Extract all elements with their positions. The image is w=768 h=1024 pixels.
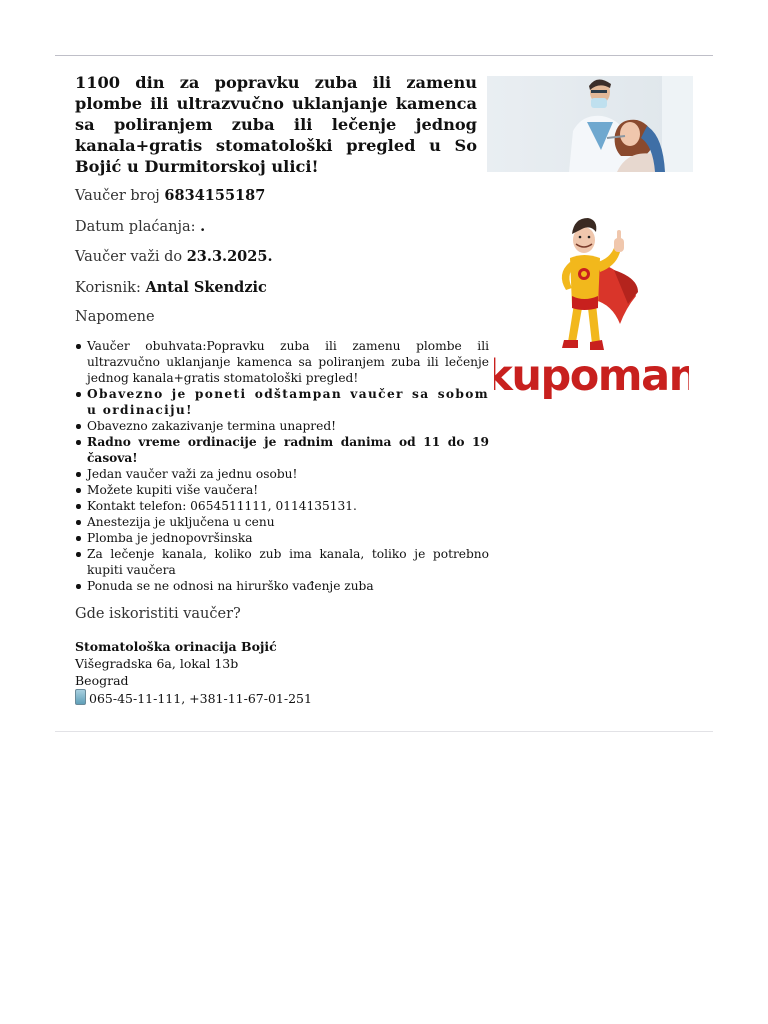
- clinic-phones: 065-45-11-111, +381-11-67-01-251: [89, 691, 312, 706]
- note-item: Za lečenje kanala, koliko zub ima kanala, toliko je potrebno kupiti vaučera: [87, 547, 489, 577]
- note-item: Možete kupiti više vaučera!: [87, 482, 489, 498]
- where-heading: Gde iskoristiti vaučer?: [75, 606, 241, 622]
- note-item: Jedan vaučer važi za jednu osobu!: [87, 466, 489, 482]
- user-row: [75, 279, 267, 296]
- kupoman-logo: [494, 208, 689, 403]
- voucher-number-row: [75, 187, 265, 204]
- payment-date-row: [75, 218, 205, 235]
- notes-heading: Napomene: [75, 309, 155, 325]
- note-item: Obavezno je poneti odštampan vaučer sa sobom u ordinaciju!: [87, 387, 489, 417]
- offer-title: 1100 din za popravku zuba ili zamenu plombe ili ultrazvučno uklanjanje kamenca sa poliranjem zuba ili lečenje jednog kanala+gratis stomatološki pregled u So Bojić u Durmitorskoj ulici!: [75, 73, 477, 176]
- location-address: [75, 638, 312, 707]
- user-label: Korisnik:: [75, 280, 141, 296]
- valid-until-label: Vaučer važi do: [75, 249, 183, 265]
- voucher-number-value: 6834155187: [164, 187, 266, 204]
- dentist-photo: [487, 76, 693, 172]
- dentist-photo-illustration: [487, 76, 693, 172]
- top-divider: [55, 55, 713, 56]
- valid-until-value: 23.3.2025.: [186, 248, 273, 265]
- note-item: Ponuda se ne odnosi na hirurško vađenje zuba: [87, 578, 489, 594]
- clinic-street: Višegradska 6a, lokal 13b: [75, 656, 239, 671]
- payment-date-label: Datum plaćanja:: [75, 219, 196, 235]
- superhero-mascot-icon: [494, 208, 689, 403]
- voucher-details: [75, 72, 489, 706]
- clinic-city: Beograd: [75, 673, 129, 688]
- clinic-phone-row: [75, 689, 312, 707]
- notes-list: [75, 338, 489, 594]
- note-item: Anestezija je uključena u cenu: [87, 514, 489, 530]
- user-value: Antal Skendzic: [145, 279, 267, 296]
- bottom-divider: [55, 731, 713, 732]
- valid-until-row: [75, 248, 273, 265]
- voucher-number-label: Vaučer broj: [75, 188, 160, 204]
- note-item: Vaučer obuhvata:Popravku zuba ili zamenu plombe ili ultrazvučno uklanjanje kamenca sa poliranjem zuba ili lečenje jednog kanala+gratis stomatološki pregled!: [87, 339, 489, 385]
- phone-icon: [75, 689, 86, 705]
- note-item: Kontakt telefon: 0654511111, 0114135131.: [87, 498, 489, 514]
- note-item: Plomba je jednopovršinska: [87, 530, 489, 546]
- note-item: Obavezno zakazivanje termina unapred!: [87, 418, 489, 434]
- note-item: Radno vreme ordinacije je radnim danima od 11 do 19 časova!: [87, 435, 489, 465]
- payment-date-value: .: [200, 218, 206, 235]
- clinic-name: Stomatološka orinacija Bojić: [75, 639, 277, 654]
- kupoman-wordmark: kupoman: [494, 351, 689, 401]
